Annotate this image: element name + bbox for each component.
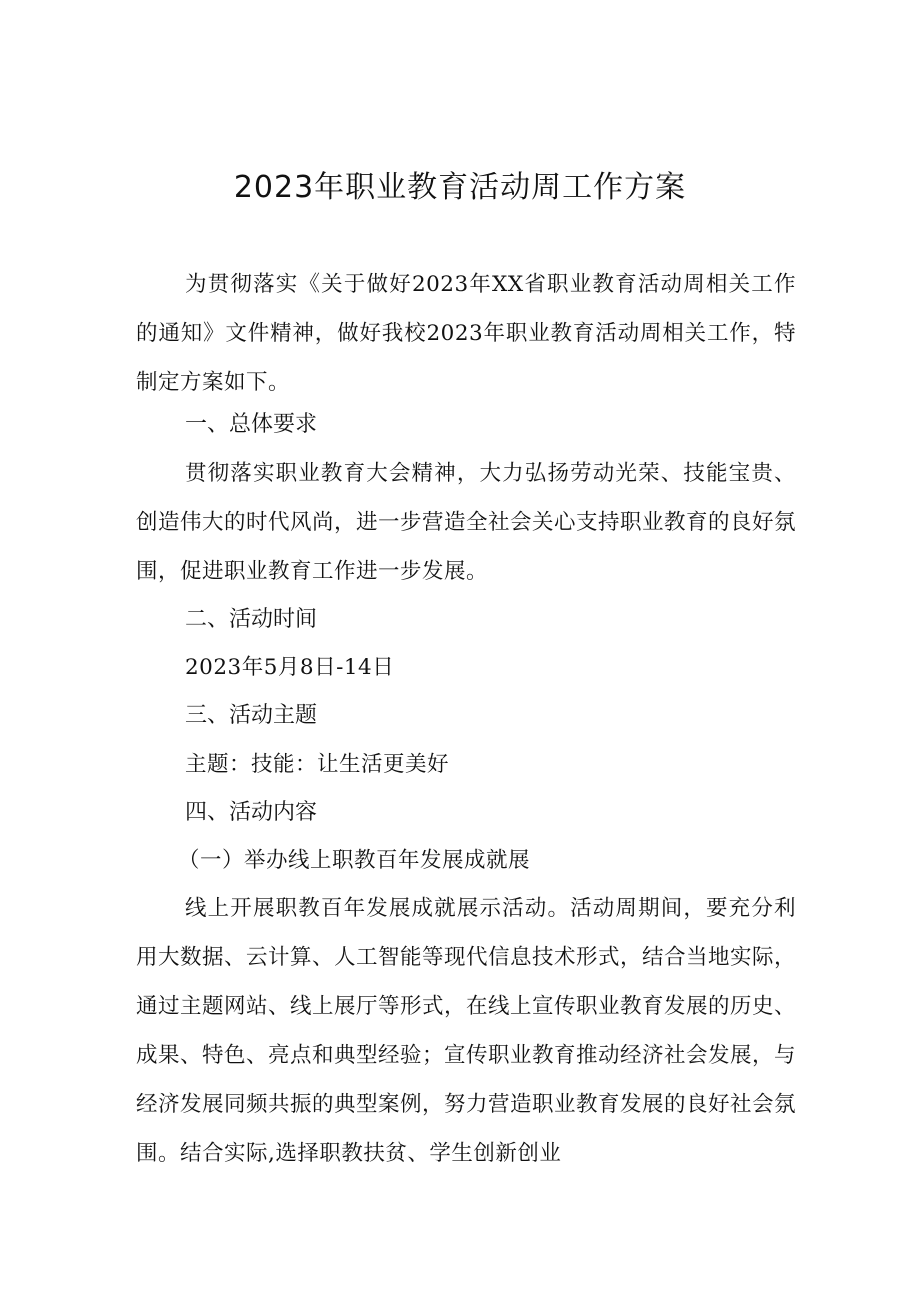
intro-paragraph: 为贯彻落实《关于做好2023年XX省职业教育活动周相关工作的通知》文件精神，做好我校2023年职业教育活动周相关工作，特制定方案如下。 (136, 272, 796, 395)
section-body-activity-theme: 主题：技能：让生活更美好 (185, 752, 450, 777)
document-title: 2023年职业教育活动周工作方案 (233, 170, 687, 205)
section-body-activity-content: 线上开展职教百年发展成就展示活动。活动周期间，要充分利用大数据、云计算、人工智能等现代信息技术形式，结合当地实际，通过主题网站、线上展厅等形式，在线上宣传职业教育发展的历史、成果、特色、亮点和典型经验；宣传职业教育推动经济社会发展，与经济发展同频共振的典型案例，努力营造职业教育发展的良好社会氛围。结合实际,选择职教扶贫、学生创新创业 (136, 896, 797, 1166)
section-body-general-requirements: 贯彻落实职业教育大会精神，大力弘扬劳动光荣、技能宝贵、创造伟大的时代风尚，进一步营造全社会关心支持职业教育的良好氛围，促进职业教育工作进一步发展。 (136, 461, 797, 584)
section-heading-activity-content: 四、活动内容 (185, 800, 318, 825)
section-body-activity-time: 2023年5月8日-14日 (185, 655, 395, 680)
section-heading-activity-time: 二、活动时间 (185, 607, 318, 632)
subsection-heading-online-exhibition: （一）举办线上职教百年发展成就展 (178, 848, 531, 873)
section-heading-activity-theme: 三、活动主题 (185, 703, 318, 728)
section-heading-general-requirements: 一、总体要求 (185, 412, 318, 437)
